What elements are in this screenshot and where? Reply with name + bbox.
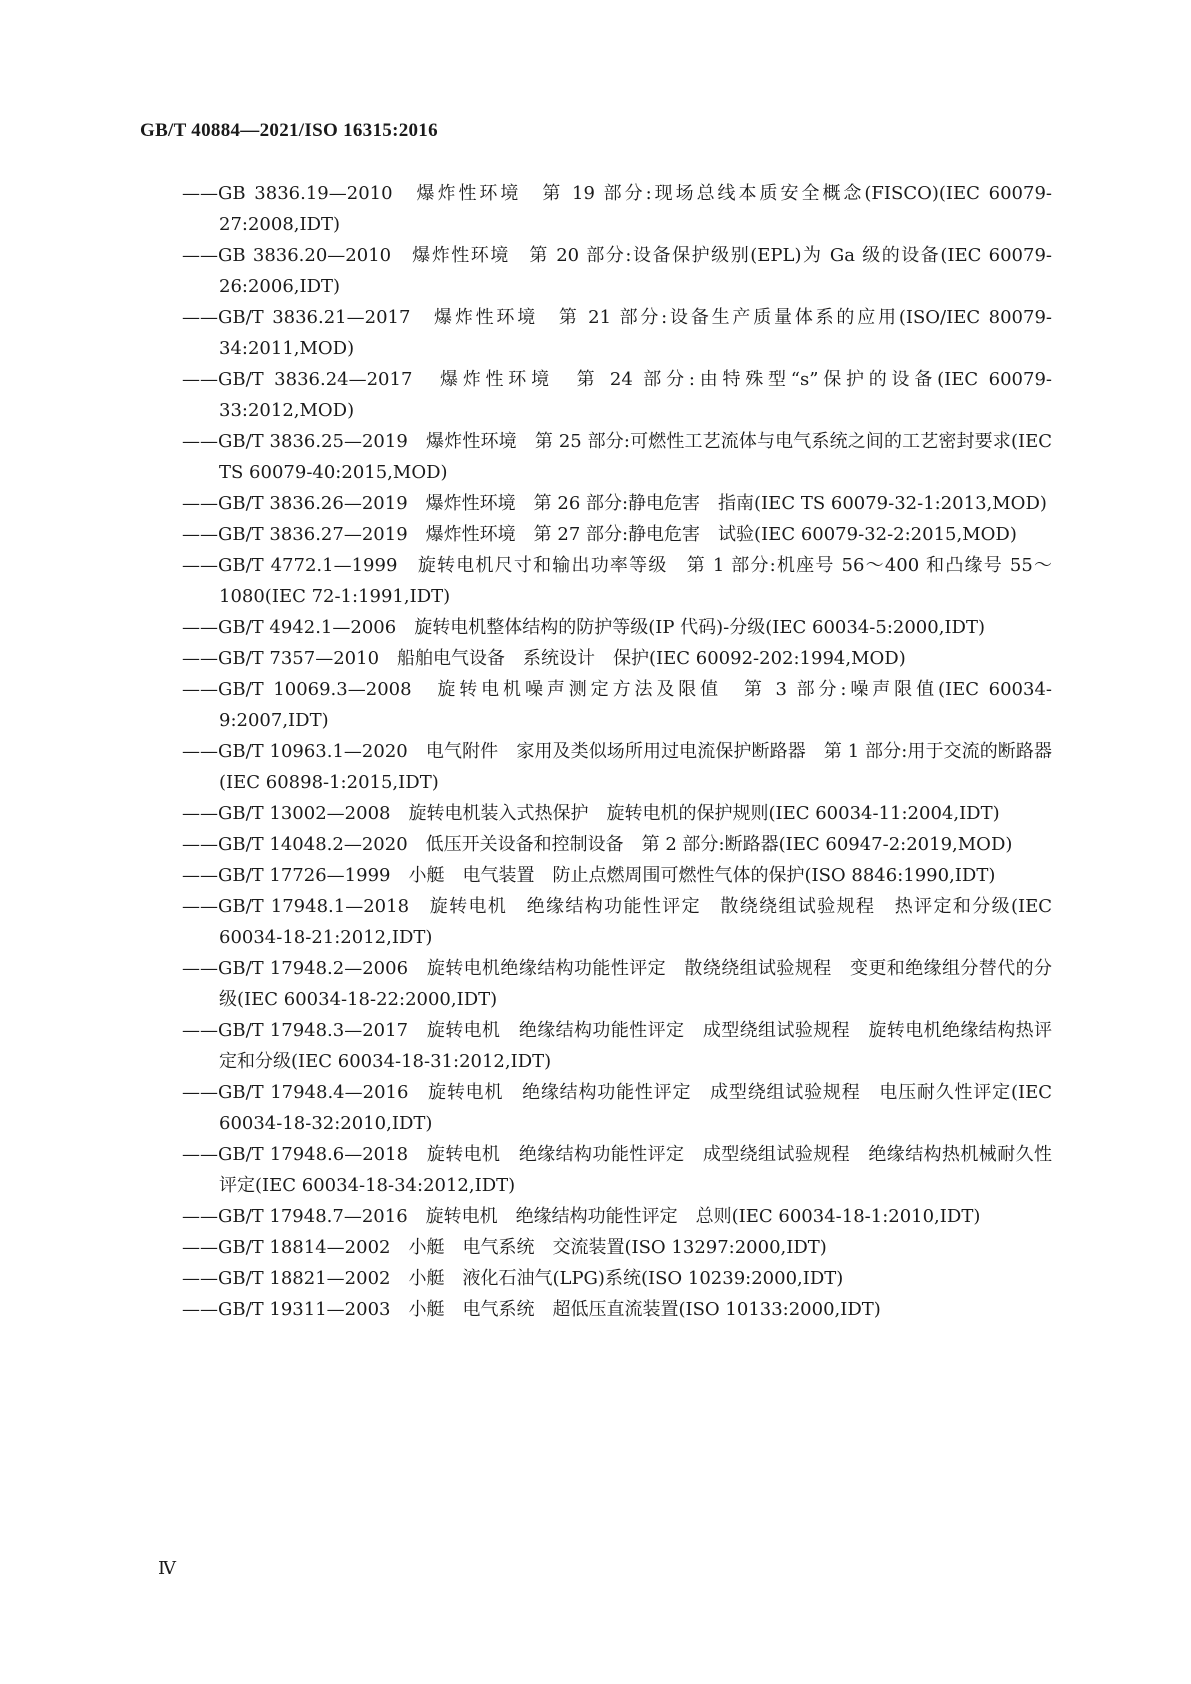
reference-item: ——GB/T 10963.1—2020 电气附件 家用及类似场所用过电流保护断路器 第 1 部分:用于交流的断路器(IEC 60898-1:2015,IDT) — [182, 741, 1052, 793]
reference-item: ——GB/T 18814—2002 小艇 电气系统 交流装置(ISO 13297:2000,IDT) — [182, 1237, 827, 1258]
standard-code-header: GB/T 40884—2021/ISO 16315:2016 — [140, 120, 438, 141]
reference-item: ——GB/T 3836.26—2019 爆炸性环境 第 26 部分:静电危害 指南(IEC TS 60079-32-1:2013,MOD) — [182, 493, 1047, 514]
reference-item: ——GB/T 10069.3—2008 旋转电机噪声测定方法及限值 第 3 部分:噪声限值(IEC 60034-9:2007,IDT) — [182, 679, 1052, 731]
reference-item: ——GB/T 17948.6—2018 旋转电机 绝缘结构功能性评定 成型绕组试验规程 绝缘结构热机械耐久性评定(IEC 60034-18-34:2012,IDT) — [182, 1144, 1052, 1196]
reference-item: ——GB/T 17948.7—2016 旋转电机 绝缘结构功能性评定 总则(IEC 60034-18-1:2010,IDT) — [182, 1206, 981, 1227]
reference-item: ——GB/T 3836.25—2019 爆炸性环境 第 25 部分:可燃性工艺流体与电气系统之间的工艺密封要求(IEC TS 60079-40:2015,MOD) — [182, 431, 1052, 483]
reference-item: ——GB/T 4942.1—2006 旋转电机整体结构的防护等级(IP 代码)-分级(IEC 60034-5:2000,IDT) — [182, 617, 985, 638]
reference-item: ——GB/T 3836.27—2019 爆炸性环境 第 27 部分:静电危害 试验(IEC 60079-32-2:2015,MOD) — [182, 524, 1017, 545]
reference-item: ——GB/T 13002—2008 旋转电机装入式热保护 旋转电机的保护规则(IEC 60034-11:2004,IDT) — [182, 803, 1000, 824]
reference-item: ——GB/T 18821—2002 小艇 液化石油气(LPG)系统(ISO 10239:2000,IDT) — [182, 1268, 844, 1289]
reference-item: ——GB/T 17948.3—2017 旋转电机 绝缘结构功能性评定 成型绕组试验规程 旋转电机绝缘结构热评定和分级(IEC 60034-18-31:2012,IDT) — [182, 1020, 1052, 1072]
reference-item: ——GB 3836.19—2010 爆炸性环境 第 19 部分:现场总线本质安全概念(FISCO)(IEC 60079-27:2008,IDT) — [182, 183, 1052, 235]
reference-item: ——GB/T 17726—1999 小艇 电气装置 防止点燃周围可燃性气体的保护(ISO 8846:1990,IDT) — [182, 865, 996, 886]
reference-item: ——GB/T 17948.4—2016 旋转电机 绝缘结构功能性评定 成型绕组试验规程 电压耐久性评定(IEC 60034-18-32:2010,IDT) — [182, 1082, 1052, 1134]
reference-item: ——GB/T 3836.24—2017 爆炸性环境 第 24 部分:由特殊型“s”保护的设备(IEC 60079-33:2012,MOD) — [182, 369, 1052, 421]
reference-item: ——GB/T 17948.1—2018 旋转电机 绝缘结构功能性评定 散绕绕组试验规程 热评定和分级(IEC 60034-18-21:2012,IDT) — [182, 896, 1052, 948]
normative-reference-list — [182, 178, 1052, 1325]
reference-item: ——GB/T 17948.2—2006 旋转电机绝缘结构功能性评定 散绕绕组试验规程 变更和绝缘组分替代的分级(IEC 60034-18-22:2000,IDT) — [182, 958, 1052, 1010]
reference-item: ——GB/T 3836.21—2017 爆炸性环境 第 21 部分:设备生产质量体系的应用(ISO/IEC 80079-34:2011,MOD) — [182, 307, 1052, 359]
reference-item: ——GB 3836.20—2010 爆炸性环境 第 20 部分:设备保护级别(EPL)为 Ga 级的设备(IEC 60079-26:2006,IDT) — [182, 245, 1052, 297]
page-number: Ⅳ — [158, 1558, 176, 1578]
reference-item: ——GB/T 14048.2—2020 低压开关设备和控制设备 第 2 部分:断路器(IEC 60947-2:2019,MOD) — [182, 834, 1013, 855]
reference-item: ——GB/T 4772.1—1999 旋转电机尺寸和输出功率等级 第 1 部分:机座号 56～400 和凸缘号 55～1080(IEC 72-1:1991,IDT) — [182, 555, 1052, 607]
reference-item: ——GB/T 19311—2003 小艇 电气系统 超低压直流装置(ISO 10133:2000,IDT) — [182, 1299, 881, 1320]
reference-item: ——GB/T 7357—2010 船舶电气设备 系统设计 保护(IEC 60092-202:1994,MOD) — [182, 648, 906, 669]
